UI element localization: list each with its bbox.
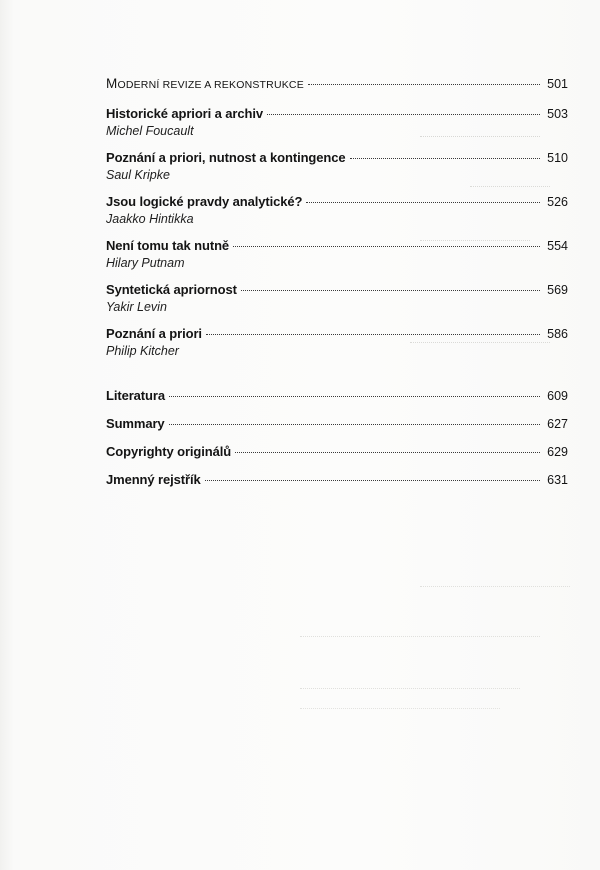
toc-backmatter-entry[interactable]: [106, 444, 568, 459]
page-number: 526: [547, 195, 568, 209]
page-number: 501: [547, 77, 568, 91]
dot-leader: [308, 74, 540, 85]
toc-backmatter-entry[interactable]: [106, 388, 568, 403]
toc-entry[interactable]: [106, 238, 568, 270]
section-title: MODERNÍ REVIZE A REKONSTRUKCE: [106, 76, 304, 91]
dot-leader: [169, 386, 540, 397]
page-number: 627: [547, 417, 568, 431]
entry-title: Není tomu tak nutně: [106, 238, 230, 253]
toc-entry[interactable]: [106, 326, 568, 358]
toc-entry[interactable]: [106, 282, 568, 314]
page-number: 503: [547, 107, 568, 121]
page-number: 586: [547, 327, 568, 341]
entry-title: Jmenný rejstřík: [106, 472, 201, 487]
dot-leader: [169, 414, 540, 425]
toc-entry[interactable]: [106, 194, 568, 226]
entry-title: Copyrighty originálů: [106, 444, 232, 459]
dot-leader: [267, 104, 540, 115]
entry-title: Jsou logické pravdy analytické?: [106, 194, 303, 209]
page-number: 569: [547, 283, 568, 297]
entry-title: Syntetická apriornost: [106, 282, 237, 297]
dot-leader: [306, 192, 540, 203]
entry-title: Poznání a priori, nutnost a kontingence: [106, 150, 346, 165]
dot-leader: [235, 442, 540, 453]
entry-author: Saul Kripke: [106, 168, 170, 182]
page-number: 631: [547, 473, 568, 487]
entry-title: Historické apriori a archiv: [106, 106, 263, 121]
entry-title: Literatura: [106, 388, 165, 403]
entry-title: Summary: [106, 416, 165, 431]
entry-author: Jaakko Hintikka: [106, 212, 194, 226]
toc-backmatter-entry[interactable]: [106, 416, 568, 431]
toc-section-heading[interactable]: [106, 76, 568, 91]
page-number: 629: [547, 445, 568, 459]
bleed-through-text: [300, 628, 540, 637]
entry-author: Yakir Levin: [106, 300, 167, 314]
bleed-through-text: [300, 700, 500, 709]
page-number: 554: [547, 239, 568, 253]
page-number: 510: [547, 151, 568, 165]
toc-entry[interactable]: [106, 106, 568, 138]
bleed-through-text: [420, 578, 570, 587]
table-of-contents: [106, 76, 568, 487]
dot-leader: [233, 236, 540, 247]
entry-author: Michel Foucault: [106, 124, 194, 138]
dot-leader: [206, 324, 540, 335]
dot-leader: [350, 148, 540, 159]
toc-entry[interactable]: [106, 150, 568, 182]
entry-author: Philip Kitcher: [106, 344, 179, 358]
bleed-through-text: [300, 680, 520, 689]
entry-author: Hilary Putnam: [106, 256, 185, 270]
entry-title: Poznání a priori: [106, 326, 202, 341]
toc-backmatter-entry[interactable]: [106, 472, 568, 487]
dot-leader: [205, 470, 540, 481]
page-number: 609: [547, 389, 568, 403]
dot-leader: [241, 280, 540, 291]
